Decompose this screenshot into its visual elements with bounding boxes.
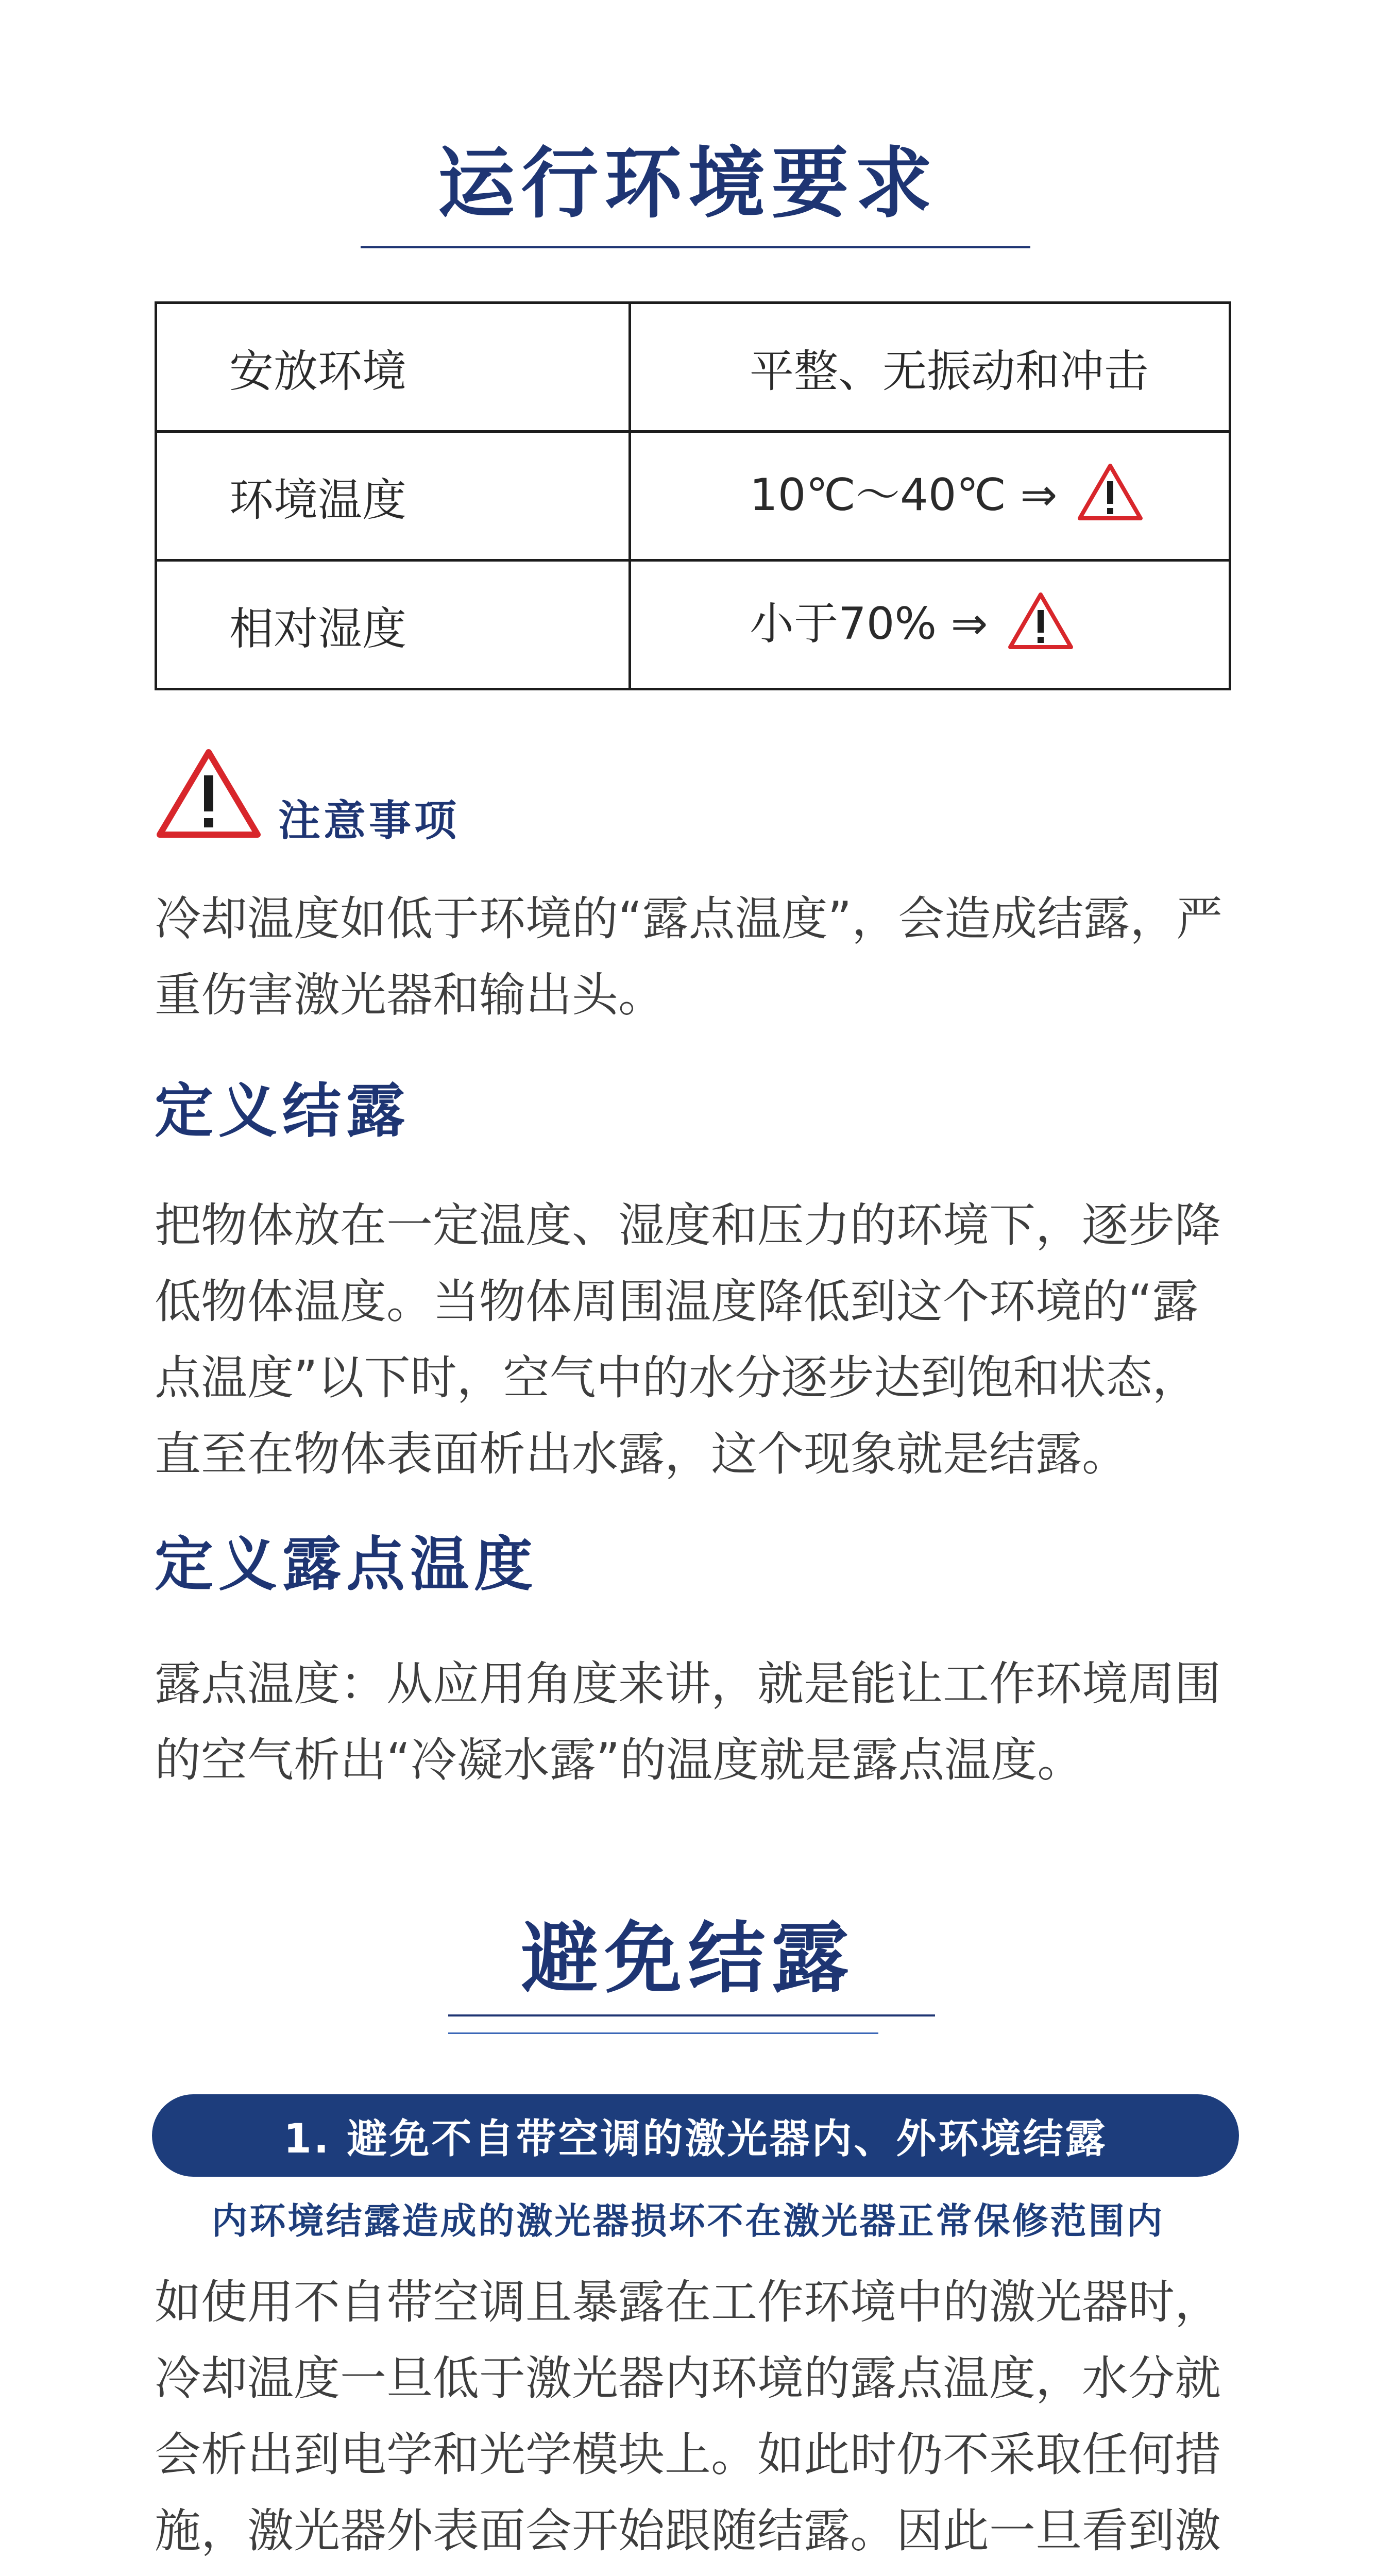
definition-dewpoint-text: 露点温度：从应用角度来讲，就是能让工作环境周围的空气析出“冷凝水露”的温度就是露点温度。 xyxy=(155,1657,1221,1787)
definition-condensation-text: 把物体放在一定温度、湿度和压力的环境下，逐步降低物体温度。当物体周围温度降低到这个环境的“露点温度”以下时，空气中的水分逐步达到饱和状态，直至在物体表面析出水露，这个现象就是结露。 xyxy=(155,1198,1221,1481)
table-row xyxy=(156,432,1230,561)
step-banner xyxy=(152,2094,1239,2177)
definition-condensation-title: 定义结露 xyxy=(155,1077,411,1145)
notice-title: 注意事项 xyxy=(278,796,460,845)
section-title-environment: 运行环境要求 xyxy=(437,139,939,229)
table-cell-label: 相对湿度 xyxy=(156,561,630,689)
table-row xyxy=(156,561,1230,689)
table-cell-label: 环境温度 xyxy=(156,432,630,561)
title-underline xyxy=(448,2014,935,2016)
table-cell-value xyxy=(630,561,1230,689)
title-underline-secondary xyxy=(448,2032,878,2034)
environment-table xyxy=(155,301,1231,690)
humidity-limit: 小于70% ⇒ xyxy=(750,598,988,650)
warning-triangle-icon xyxy=(1007,591,1074,662)
table-cell-value xyxy=(630,432,1230,561)
warning-triangle-icon xyxy=(1077,463,1144,533)
table-row xyxy=(156,303,1230,432)
definition-dewpoint-title: 定义露点温度 xyxy=(155,1530,538,1599)
table-cell-label: 安放环境 xyxy=(156,303,630,432)
title-underline xyxy=(361,246,1030,248)
avoid-condensation-text: 如使用不自带空调且暴露在工作环境中的激光器时，冷却温度一旦低于激光器内环境的露点温度，水分就会析出到电学和光学模块上。如此时仍不采取任何措施，激光器外表面会开始跟随结露。因此一旦看到激 xyxy=(155,2275,1221,2558)
warranty-note: 内环境结露造成的激光器损坏不在激光器正常保修范围内 xyxy=(211,2200,1165,2242)
temperature-range: 10℃～40℃ ⇒ xyxy=(750,469,1058,521)
notice-text: 冷却温度如低于环境的“露点温度”，会造成结露，严重伤害激光器和输出头。 xyxy=(155,892,1223,1022)
notice-warning-icon xyxy=(155,747,263,842)
table-cell-value: 平整、无振动和冲击 xyxy=(630,303,1230,432)
step-banner-text: 1. 避免不自带空调的激光器内、外环境结露 xyxy=(283,2116,1108,2162)
section-title-avoid-condensation: 避免结露 xyxy=(521,1914,855,2004)
